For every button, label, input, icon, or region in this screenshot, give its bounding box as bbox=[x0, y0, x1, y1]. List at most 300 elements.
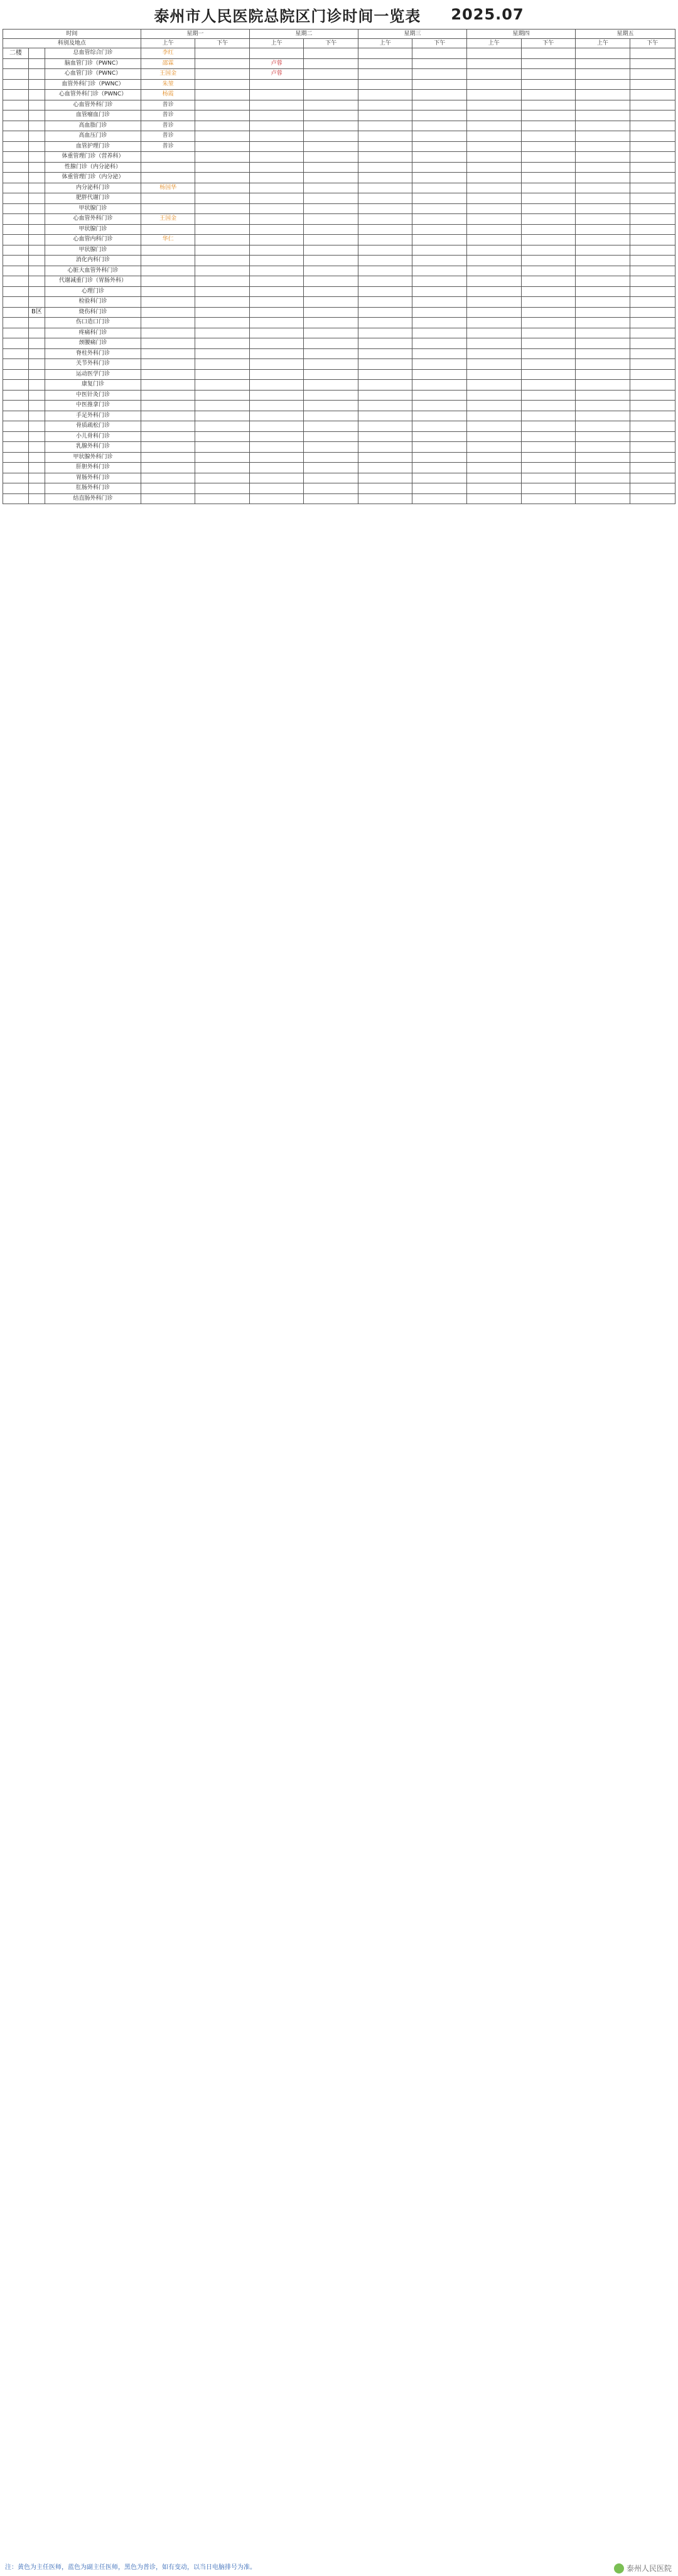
schedule-cell bbox=[630, 297, 675, 308]
floor-cell bbox=[3, 152, 29, 163]
day-header-3: 星期三 bbox=[358, 30, 466, 39]
table-row bbox=[3, 100, 675, 110]
schedule-cell bbox=[304, 390, 358, 401]
am-header: 上午 bbox=[141, 39, 195, 48]
schedule-cell bbox=[249, 338, 304, 349]
schedule-cell bbox=[304, 348, 358, 359]
schedule-cell bbox=[521, 483, 576, 494]
schedule-cell bbox=[576, 359, 630, 370]
zone-cell bbox=[28, 328, 45, 338]
clinic-name: 检验科门诊 bbox=[45, 297, 141, 308]
schedule-cell bbox=[467, 483, 522, 494]
table-row bbox=[3, 58, 675, 69]
schedule-cell bbox=[304, 276, 358, 287]
schedule-cell bbox=[195, 338, 250, 349]
zone-cell bbox=[28, 110, 45, 121]
table-row bbox=[3, 473, 675, 483]
schedule-cell bbox=[304, 203, 358, 214]
floor-cell bbox=[3, 110, 29, 121]
location-header: 科别及地点 bbox=[3, 39, 141, 48]
floor-cell bbox=[3, 141, 29, 152]
schedule-cell bbox=[467, 348, 522, 359]
schedule-cell bbox=[249, 266, 304, 276]
schedule-cell bbox=[467, 442, 522, 453]
schedule-cell bbox=[249, 214, 304, 225]
floor-cell bbox=[3, 100, 29, 110]
schedule-cell bbox=[521, 421, 576, 432]
schedule-cell bbox=[576, 401, 630, 411]
table-row bbox=[3, 328, 675, 338]
schedule-cell bbox=[195, 48, 250, 59]
schedule-cell bbox=[249, 48, 304, 59]
table-row bbox=[3, 338, 675, 349]
schedule-cell bbox=[358, 162, 412, 173]
schedule-cell bbox=[576, 338, 630, 349]
table-row bbox=[3, 214, 675, 225]
clinic-name: 结直肠外科门诊 bbox=[45, 493, 141, 504]
schedule-cell bbox=[304, 328, 358, 338]
schedule-cell bbox=[576, 286, 630, 297]
schedule-cell bbox=[195, 411, 250, 421]
schedule-cell bbox=[304, 493, 358, 504]
zone-cell bbox=[28, 69, 45, 80]
schedule-cell bbox=[467, 256, 522, 266]
clinic-name: 心血管外科门诊（PWNC） bbox=[45, 90, 141, 100]
schedule-cell bbox=[141, 266, 195, 276]
schedule-cell bbox=[249, 173, 304, 183]
schedule-cell bbox=[249, 224, 304, 235]
schedule-cell bbox=[521, 307, 576, 318]
schedule-cell bbox=[521, 131, 576, 142]
table-row bbox=[3, 256, 675, 266]
schedule-cell bbox=[249, 401, 304, 411]
schedule-cell bbox=[630, 58, 675, 69]
schedule-cell bbox=[358, 245, 412, 256]
schedule-cell bbox=[141, 421, 195, 432]
schedule-cell: 李红 bbox=[141, 48, 195, 59]
schedule-cell: 杨国华 bbox=[141, 183, 195, 193]
floor-cell bbox=[3, 214, 29, 225]
floor-cell bbox=[3, 307, 29, 318]
zone-cell bbox=[28, 131, 45, 142]
floor-cell bbox=[3, 369, 29, 380]
table-row bbox=[3, 203, 675, 214]
schedule-cell bbox=[195, 214, 250, 225]
schedule-cell bbox=[249, 431, 304, 442]
schedule-cell bbox=[195, 256, 250, 266]
schedule-cell bbox=[195, 162, 250, 173]
schedule-cell bbox=[141, 411, 195, 421]
schedule-cell bbox=[358, 442, 412, 453]
floor-cell bbox=[3, 276, 29, 287]
schedule-cell bbox=[412, 463, 467, 473]
schedule-cell bbox=[467, 493, 522, 504]
schedule-cell bbox=[304, 90, 358, 100]
schedule-cell bbox=[630, 307, 675, 318]
pm-header: 下午 bbox=[630, 39, 675, 48]
floor-cell bbox=[3, 286, 29, 297]
clinic-name: 心血管外科门诊 bbox=[45, 214, 141, 225]
clinic-name: 乳腺外科门诊 bbox=[45, 442, 141, 453]
day-header-1: 星期一 bbox=[141, 30, 249, 39]
schedule-cell bbox=[358, 473, 412, 483]
zone-cell bbox=[28, 286, 45, 297]
schedule-cell bbox=[630, 245, 675, 256]
schedule-cell bbox=[195, 390, 250, 401]
schedule-cell bbox=[412, 421, 467, 432]
schedule-cell bbox=[412, 152, 467, 163]
schedule-cell bbox=[521, 318, 576, 328]
table-row bbox=[3, 266, 675, 276]
zone-cell bbox=[28, 79, 45, 90]
zone-cell bbox=[28, 452, 45, 463]
schedule-cell: 普诊 bbox=[141, 100, 195, 110]
am-header: 上午 bbox=[249, 39, 304, 48]
schedule-cell bbox=[521, 359, 576, 370]
schedule-cell bbox=[630, 348, 675, 359]
schedule-cell bbox=[304, 401, 358, 411]
day-header-2: 星期二 bbox=[249, 30, 358, 39]
table-row bbox=[3, 141, 675, 152]
schedule-cell bbox=[249, 152, 304, 163]
schedule-cell bbox=[358, 79, 412, 90]
schedule-cell bbox=[249, 328, 304, 338]
day-header-4: 星期四 bbox=[467, 30, 576, 39]
table-row bbox=[3, 69, 675, 80]
schedule-cell bbox=[304, 48, 358, 59]
zone-cell bbox=[28, 48, 45, 59]
schedule-cell bbox=[249, 442, 304, 453]
schedule-cell bbox=[576, 390, 630, 401]
schedule-cell bbox=[521, 245, 576, 256]
schedule-cell bbox=[304, 473, 358, 483]
schedule-cell bbox=[358, 359, 412, 370]
schedule-cell bbox=[358, 58, 412, 69]
schedule-cell bbox=[412, 493, 467, 504]
zone-cell bbox=[28, 421, 45, 432]
schedule-cell bbox=[576, 245, 630, 256]
schedule-cell bbox=[576, 421, 630, 432]
floor-cell bbox=[3, 411, 29, 421]
schedule-cell bbox=[467, 69, 522, 80]
clinic-name: 康复门诊 bbox=[45, 380, 141, 391]
schedule-cell bbox=[412, 183, 467, 193]
schedule-cell bbox=[358, 69, 412, 80]
schedule-cell bbox=[467, 141, 522, 152]
clinic-name: 高血压门诊 bbox=[45, 131, 141, 142]
schedule-cell bbox=[358, 369, 412, 380]
schedule-cell bbox=[141, 359, 195, 370]
schedule-cell bbox=[576, 276, 630, 287]
floor-cell bbox=[3, 318, 29, 328]
schedule-cell bbox=[576, 131, 630, 142]
schedule-cell bbox=[304, 235, 358, 245]
schedule-cell bbox=[467, 318, 522, 328]
schedule-cell bbox=[358, 401, 412, 411]
schedule-cell bbox=[521, 48, 576, 59]
schedule-cell bbox=[249, 141, 304, 152]
clinic-name: 甲状腺门诊 bbox=[45, 203, 141, 214]
schedule-cell bbox=[195, 141, 250, 152]
clinic-name: 肥胖代谢门诊 bbox=[45, 193, 141, 204]
floor-cell bbox=[3, 193, 29, 204]
schedule-cell bbox=[467, 245, 522, 256]
schedule-cell bbox=[412, 203, 467, 214]
zone-cell bbox=[28, 193, 45, 204]
schedule-cell: 普诊 bbox=[141, 121, 195, 131]
schedule-cell bbox=[358, 266, 412, 276]
schedule-cell bbox=[412, 483, 467, 494]
table-row bbox=[3, 152, 675, 163]
schedule-cell bbox=[304, 266, 358, 276]
schedule-cell bbox=[249, 203, 304, 214]
schedule-cell bbox=[576, 141, 630, 152]
zone-cell bbox=[28, 58, 45, 69]
schedule-cell bbox=[521, 328, 576, 338]
schedule-cell bbox=[412, 369, 467, 380]
schedule-cell bbox=[195, 100, 250, 110]
table-row bbox=[3, 442, 675, 453]
zone-cell bbox=[28, 121, 45, 131]
schedule-cell bbox=[358, 380, 412, 391]
schedule-cell bbox=[412, 380, 467, 391]
schedule-cell bbox=[195, 297, 250, 308]
schedule-cell bbox=[467, 173, 522, 183]
schedule-cell bbox=[358, 183, 412, 193]
clinic-name: 运动医学门诊 bbox=[45, 369, 141, 380]
schedule-cell bbox=[141, 152, 195, 163]
zone-cell bbox=[28, 214, 45, 225]
schedule-cell bbox=[630, 79, 675, 90]
schedule-cell bbox=[521, 369, 576, 380]
schedule-cell bbox=[304, 121, 358, 131]
schedule-cell bbox=[412, 359, 467, 370]
clinic-name: 总血管综合门诊 bbox=[45, 48, 141, 59]
schedule-cell bbox=[412, 162, 467, 173]
schedule-cell bbox=[358, 110, 412, 121]
schedule-cell bbox=[141, 401, 195, 411]
schedule-cell bbox=[467, 411, 522, 421]
schedule-cell bbox=[249, 359, 304, 370]
schedule-cell bbox=[358, 390, 412, 401]
schedule-cell bbox=[521, 452, 576, 463]
schedule-cell bbox=[141, 286, 195, 297]
schedule-cell bbox=[195, 173, 250, 183]
zone-cell bbox=[28, 390, 45, 401]
schedule-cell bbox=[521, 235, 576, 245]
clinic-name: 颈腰痛门诊 bbox=[45, 338, 141, 349]
schedule-cell bbox=[630, 256, 675, 266]
schedule-cell bbox=[358, 235, 412, 245]
schedule-cell bbox=[304, 369, 358, 380]
floor-cell bbox=[3, 442, 29, 453]
clinic-name: 心血管内科门诊 bbox=[45, 235, 141, 245]
schedule-cell bbox=[249, 162, 304, 173]
schedule-cell bbox=[249, 390, 304, 401]
schedule-cell bbox=[412, 348, 467, 359]
schedule-cell bbox=[249, 245, 304, 256]
schedule-cell bbox=[412, 390, 467, 401]
schedule-cell bbox=[521, 152, 576, 163]
schedule-cell bbox=[412, 318, 467, 328]
schedule-cell bbox=[358, 421, 412, 432]
schedule-cell bbox=[576, 224, 630, 235]
zone-cell bbox=[28, 411, 45, 421]
clinic-name: 内分泌科门诊 bbox=[45, 183, 141, 193]
schedule-cell bbox=[412, 131, 467, 142]
floor-cell bbox=[3, 463, 29, 473]
schedule-cell bbox=[195, 69, 250, 80]
table-row bbox=[3, 307, 675, 318]
schedule-cell bbox=[630, 431, 675, 442]
schedule-cell bbox=[467, 266, 522, 276]
schedule-cell bbox=[195, 473, 250, 483]
schedule-cell bbox=[141, 338, 195, 349]
schedule-cell bbox=[467, 431, 522, 442]
schedule-cell bbox=[412, 235, 467, 245]
table-row bbox=[3, 401, 675, 411]
schedule-cell bbox=[195, 359, 250, 370]
schedule-cell bbox=[467, 224, 522, 235]
schedule-cell: 卢蓉 bbox=[249, 69, 304, 80]
schedule-cell bbox=[630, 162, 675, 173]
schedule-cell bbox=[249, 369, 304, 380]
schedule-cell bbox=[521, 276, 576, 287]
schedule-cell bbox=[304, 69, 358, 80]
clinic-name: 胃肠外科门诊 bbox=[45, 473, 141, 483]
schedule-cell bbox=[195, 493, 250, 504]
schedule-cell bbox=[467, 328, 522, 338]
floor-cell bbox=[3, 173, 29, 183]
schedule-cell bbox=[358, 214, 412, 225]
table-row bbox=[3, 276, 675, 287]
clinic-name: 性腺门诊（内分泌科） bbox=[45, 162, 141, 173]
schedule-cell bbox=[304, 110, 358, 121]
zone-cell bbox=[28, 90, 45, 100]
schedule-cell bbox=[141, 203, 195, 214]
floor-cell bbox=[3, 203, 29, 214]
schedule-cell bbox=[249, 483, 304, 494]
schedule-cell bbox=[141, 162, 195, 173]
schedule-cell bbox=[358, 411, 412, 421]
schedule-cell: 普诊 bbox=[141, 141, 195, 152]
schedule-cell bbox=[358, 48, 412, 59]
schedule-cell bbox=[358, 348, 412, 359]
schedule-cell bbox=[630, 235, 675, 245]
schedule-cell bbox=[630, 183, 675, 193]
date-text: 2025.07 bbox=[451, 6, 524, 23]
schedule-cell bbox=[358, 328, 412, 338]
schedule-cell bbox=[141, 452, 195, 463]
schedule-cell bbox=[249, 452, 304, 463]
zone-cell: B区 bbox=[28, 307, 45, 318]
schedule-cell bbox=[576, 307, 630, 318]
schedule-cell bbox=[576, 483, 630, 494]
schedule-cell bbox=[576, 411, 630, 421]
floor-cell bbox=[3, 90, 29, 100]
schedule-cell bbox=[412, 100, 467, 110]
schedule-cell bbox=[467, 463, 522, 473]
schedule-cell bbox=[467, 307, 522, 318]
schedule-cell bbox=[141, 431, 195, 442]
schedule-cell bbox=[521, 69, 576, 80]
schedule-cell bbox=[195, 452, 250, 463]
schedule-cell bbox=[630, 69, 675, 80]
schedule-cell bbox=[576, 256, 630, 266]
schedule-cell bbox=[358, 131, 412, 142]
schedule-cell bbox=[521, 286, 576, 297]
schedule-cell bbox=[195, 348, 250, 359]
floor-cell bbox=[3, 224, 29, 235]
floor-cell bbox=[3, 452, 29, 463]
schedule-cell bbox=[576, 121, 630, 131]
schedule-cell bbox=[304, 431, 358, 442]
footer-note: 注：黄色为主任医师，蓝色为副主任医师，黑色为普诊，如有变动，以当日电脑排号为准。 bbox=[5, 2564, 256, 2571]
schedule-cell bbox=[304, 131, 358, 142]
schedule-cell: 杨霞 bbox=[141, 90, 195, 100]
table-row bbox=[3, 245, 675, 256]
clinic-name: 伤口造口门诊 bbox=[45, 318, 141, 328]
zone-cell bbox=[28, 256, 45, 266]
floor-cell bbox=[3, 338, 29, 349]
zone-cell bbox=[28, 266, 45, 276]
schedule-cell bbox=[630, 338, 675, 349]
schedule-cell bbox=[141, 369, 195, 380]
clinic-name: 体重管理门诊（内分泌） bbox=[45, 173, 141, 183]
table-row bbox=[3, 359, 675, 370]
schedule-cell bbox=[576, 318, 630, 328]
pm-header: 下午 bbox=[521, 39, 576, 48]
schedule-cell bbox=[358, 483, 412, 494]
schedule-cell bbox=[630, 141, 675, 152]
schedule-cell bbox=[412, 442, 467, 453]
schedule-cell bbox=[521, 493, 576, 504]
schedule-cell: 普诊 bbox=[141, 110, 195, 121]
schedule-cell bbox=[195, 328, 250, 338]
schedule-cell bbox=[412, 121, 467, 131]
floor-cell bbox=[3, 256, 29, 266]
clinic-name: 消化内科门诊 bbox=[45, 256, 141, 266]
zone-cell bbox=[28, 224, 45, 235]
schedule-cell bbox=[195, 421, 250, 432]
schedule-cell bbox=[304, 286, 358, 297]
schedule-cell bbox=[467, 183, 522, 193]
schedule-cell bbox=[304, 483, 358, 494]
schedule-cell bbox=[576, 442, 630, 453]
schedule-cell bbox=[521, 411, 576, 421]
schedule-cell bbox=[412, 90, 467, 100]
clinic-name: 骨质疏松门诊 bbox=[45, 421, 141, 432]
floor-cell bbox=[3, 421, 29, 432]
schedule-cell bbox=[249, 121, 304, 131]
schedule-cell bbox=[249, 411, 304, 421]
schedule-cell bbox=[521, 183, 576, 193]
schedule-cell bbox=[304, 421, 358, 432]
schedule-cell bbox=[521, 442, 576, 453]
schedule-cell bbox=[576, 90, 630, 100]
schedule-cell bbox=[141, 483, 195, 494]
schedule-cell: 普诊 bbox=[141, 131, 195, 142]
clinic-name: 关节外科门诊 bbox=[45, 359, 141, 370]
schedule-cell bbox=[304, 256, 358, 266]
schedule-cell bbox=[195, 193, 250, 204]
schedule-cell bbox=[576, 493, 630, 504]
schedule-cell bbox=[576, 48, 630, 59]
schedule-cell bbox=[467, 48, 522, 59]
clinic-name: 疼痛科门诊 bbox=[45, 328, 141, 338]
schedule-cell bbox=[630, 90, 675, 100]
schedule-cell bbox=[249, 286, 304, 297]
